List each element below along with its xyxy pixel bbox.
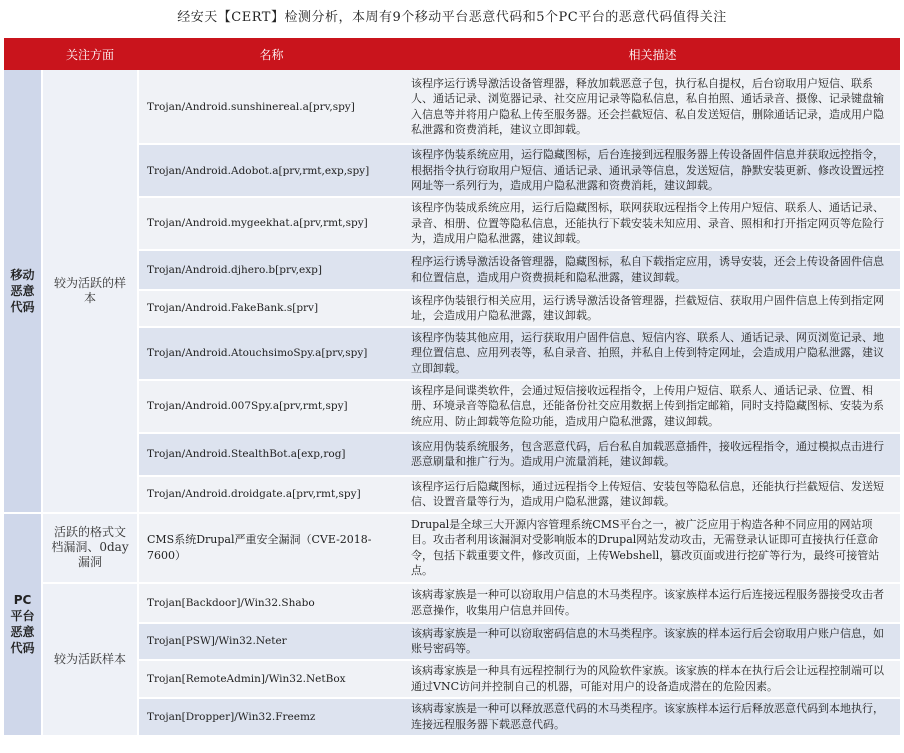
malware-desc: 该程序伪装其他应用，运行获取用户固件信息、短信内容、联系人、通话记录、网页浏览记录、地理位置信息、应用列表等，私自录音、拍照，并私自上传到特定网址，会造成用户隐私泄露，建议立即卸载。	[405, 327, 900, 380]
focus-mobile: 较为活跃的样本	[42, 70, 138, 513]
malware-name: Trojan[Dropper]/Win32.Freemz	[138, 698, 405, 736]
category-mobile: 移动恶意代码	[4, 70, 42, 513]
malware-desc: 该病毒家族是一种可以窃取用户信息的木马类程序。该家族样本运行后连接远程服务器接受攻击者恶意操作，收集用户信息并回传。	[405, 583, 900, 623]
table-row	[4, 197, 900, 250]
table-row	[4, 380, 900, 433]
table-row	[4, 250, 900, 290]
table-row	[4, 144, 900, 197]
category-pc: PC平台恶意代码	[4, 513, 42, 736]
header-desc: 相关描述	[405, 38, 900, 70]
malware-name: Trojan[PSW]/Win32.Neter	[138, 623, 405, 660]
malware-desc: 该程序运行诱导激活设备管理器，释放加载恶意子包，执行私自提权，后台窃取用户短信、联系人、通话记录、浏览器记录、社交应用记录等隐私信息，私自拍照、通话录音、摄像、记录键盘输入信息等并将用户隐私上传至服务器。还会拦截短信、私自发送短信，删除通话记录，造成用户隐私泄露和资费消耗，建议立即卸载。	[405, 70, 900, 144]
malware-name: Trojan/Android.Adobot.a[prv,rmt,exp,spy]	[138, 144, 405, 197]
malware-name: Trojan/Android.StealthBot.a[exp,rog]	[138, 433, 405, 476]
malware-desc: 该程序伪装成系统应用，运行后隐藏图标，联网获取远程指令上传用户短信、联系人、通话记录、录音、相册、位置等隐私信息，还能执行下载安装未知应用、录音、照相和打开指定网页等危险行为，造成用户隐私泄露，建议卸载。	[405, 197, 900, 250]
malware-name: Trojan/Android.AtouchsimoSpy.a[prv,spy]	[138, 327, 405, 380]
table-row	[4, 583, 900, 623]
malware-table	[4, 38, 900, 737]
malware-desc: 该病毒家族是一种可以窃取密码信息的木马类程序。该家族的样本运行后会窃取用户账户信息，如账号密码等。	[405, 623, 900, 660]
malware-desc: 该程序是间谍类软件，会通过短信接收远程指令，上传用户短信、联系人、通话记录、位置、相册、环境录音等隐私信息，还能备份社交应用数据上传到指定邮箱，同时支持隐藏图标、安装为系统应用、防止卸载等危险功能，造成用户隐私泄露，建议卸载。	[405, 380, 900, 433]
malware-name: Trojan/Android.FakeBank.s[prv]	[138, 290, 405, 327]
table-row	[4, 623, 900, 660]
header-name: 名称	[138, 38, 405, 70]
vuln-desc: Drupal是全球三大开源内容管理系统CMS平台之一，被广泛应用于构造各种不同应用的网站项目。攻击者利用该漏洞对受影响版本的Drupal网站发动攻击，无需登录认证即可直接执行任意命令，包括下载重要文件，修改页面，上传Webshell，篡改页面或进行挖矿等行为，最终可接管站点。	[405, 513, 900, 583]
malware-name: Trojan/Android.mygeekhat.a[prv,rmt,spy]	[138, 197, 405, 250]
table-row	[4, 698, 900, 736]
malware-name: Trojan/Android.droidgate.a[prv,rmt,spy]	[138, 476, 405, 513]
vuln-name: CMS系统Drupal严重安全漏洞（CVE-2018-7600）	[138, 513, 405, 583]
table-row	[4, 660, 900, 698]
malware-name: Trojan/Android.djhero.b[prv,exp]	[138, 250, 405, 290]
header-blank	[4, 38, 42, 70]
table-row	[4, 290, 900, 327]
header-focus: 关注方面	[42, 38, 138, 70]
malware-name: Trojan[RemoteAdmin]/Win32.NetBox	[138, 660, 405, 698]
malware-desc: 该病毒家族是一种具有远程控制行为的风险软件家族。该家族的样本在执行后会让远程控制端可以通过VNC访问并控制自己的机器，可能对用户的设备造成潜在的危险因素。	[405, 660, 900, 698]
table-header-row	[4, 38, 900, 70]
focus-pc: 较为活跃样本	[42, 583, 138, 736]
table-row	[4, 433, 900, 476]
table-row	[4, 70, 900, 144]
malware-desc: 该程序伪装系统应用，运行隐藏图标，后台连接到远程服务器上传设备固件信息并获取远控指令，根据指令执行窃取用户短信、通话记录、通讯录等信息，发送短信，静默安装更新、修改设置远控网址等一系列行为，造成用户隐私泄露和资费消耗，建议卸载。	[405, 144, 900, 197]
focus-vuln: 活跃的格式文档漏洞、0day漏洞	[42, 513, 138, 583]
malware-desc: 程序运行诱导激活设备管理器，隐藏图标，私自下载指定应用，诱导安装，还会上传设备固件信息和位置信息，造成用户资费损耗和隐私泄露，建议卸载。	[405, 250, 900, 290]
malware-desc: 该程序伪装银行相关应用，运行诱导激活设备管理器，拦截短信、获取用户固件信息上传到指定网址，会造成用户隐私泄露，建议卸载。	[405, 290, 900, 327]
table-row	[4, 476, 900, 513]
page-title: 经安天【CERT】检测分析，本周有9个移动平台恶意代码和5个PC平台的恶意代码值得关注	[177, 10, 727, 25]
malware-name: Trojan[Backdoor]/Win32.Shabo	[138, 583, 405, 623]
malware-name: Trojan/Android.sunshinereal.a[prv,spy]	[138, 70, 405, 144]
malware-desc: 该病毒家族是一种可以释放恶意代码的木马类程序。该家族样本运行后释放恶意代码到本地执行，连接远程服务器下载恶意代码。	[405, 698, 900, 736]
malware-desc: 该应用伪装系统服务，包含恶意代码，后台私自加载恶意插件，接收远程指令，通过模拟点击进行恶意刷量和推广行为。造成用户流量消耗，建议卸载。	[405, 433, 900, 476]
table-row	[4, 513, 900, 583]
malware-desc: 该程序运行后隐藏图标，通过远程指令上传短信、安装包等隐私信息，还能执行拦截短信、发送短信、设置音量等行为，造成用户隐私泄露，建议卸载。	[405, 476, 900, 513]
malware-name: Trojan/Android.007Spy.a[prv,rmt,spy]	[138, 380, 405, 433]
table-row	[4, 327, 900, 380]
